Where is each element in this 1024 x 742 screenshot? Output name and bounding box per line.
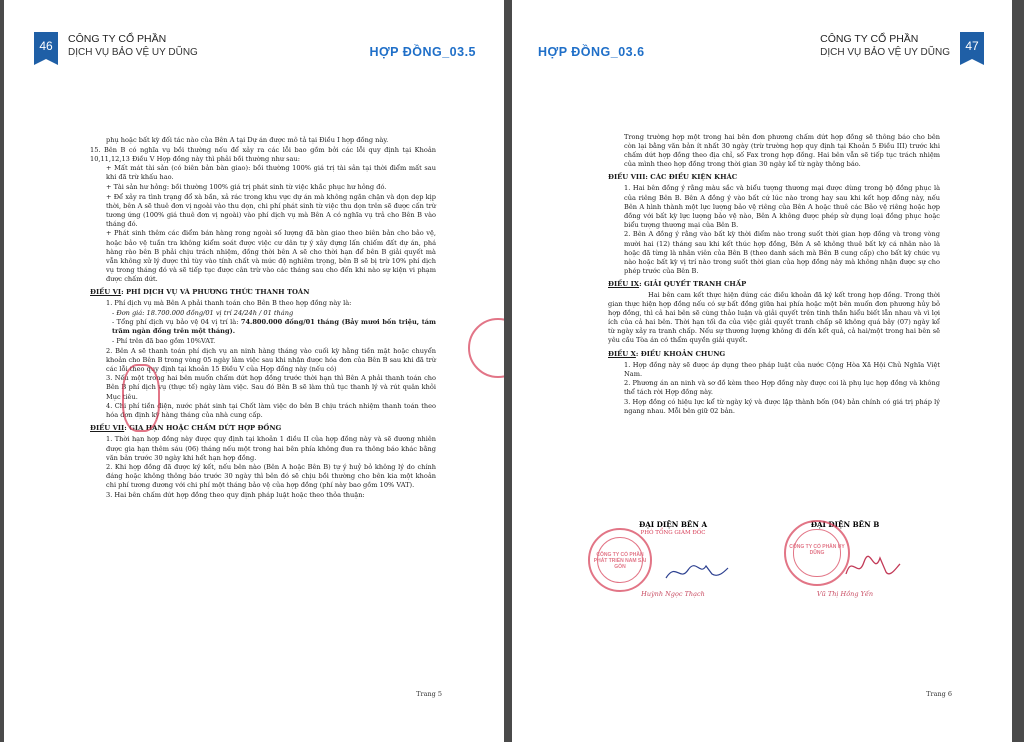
article-7-prefix: ĐIỀU VII: [90, 424, 125, 433]
article-9-prefix: ĐIỀU IX: [608, 279, 640, 288]
clause-6-3: 3. Nếu một trong hai bên muốn chấm dứt hợp đồng trước thời hạn thì Bên A phải thanh toán cho Bên B phí dịch vụ (thực tế) ngày làm việc. Sau đó Bên B sẽ làm thủ tục thanh lý và rút quân khỏi Mục tiêu.: [106, 374, 436, 401]
clause-7-2: 2. Khi hợp đồng đã được ký kết, nếu bên nào (Bên A hoặc Bên B) tự ý huỷ bỏ không lý do chính đáng hoặc không thông báo trước 30 ngày thì bên đó sẽ chịu bồi thường cho bên kia một khoản chi phí tương đương với chi phí một tháng bảo vệ của hợp đồng (phí này bao gồm 10% VAT).: [106, 463, 436, 490]
article-7-title: : GIA HẠN HOẶC CHẤM DỨT HỢP ĐỒNG: [124, 424, 282, 433]
paragraph: + Phát sinh thêm các điểm bán hàng rong ngoài số lượng đã bàn giao theo biên bản cho bảo vệ, hoặc bảo vệ tuần tra không kiểm soát được việc cư dân tự ý xây dựng lấn chiếm đất dự án, phá hàng rào bên B phải chịu trách nhiệm, đồng thời bên A sẽ cho thời hạn để bên B giải quyết mà vẫn không xử lý được thì tùy vào tính chất và mức độ nghiêm trọng, bên B sẽ bị trừ 10% phí dịch vụ trong tháng đó và sẽ tiếp tục được cân trừ vào các tháng sau cho đến khi nào sự kiện vi phạm được chấm dứt.: [106, 229, 436, 283]
clause-10-1: 1. Hợp đồng này sẽ được áp dụng theo pháp luật của nước Cộng Hòa Xã Hội Chủ Nghĩa Việt Nam.: [624, 360, 940, 378]
article-6-heading: [90, 288, 436, 297]
page-footer: Trang 5: [416, 690, 442, 698]
company-line-1: CÔNG TY CỔ PHẦN: [820, 33, 919, 45]
signatory-name-a: Huỳnh Ngọc Thạch: [641, 590, 705, 598]
article-9-heading: [608, 280, 940, 289]
article-10-prefix: ĐIỀU X: [608, 349, 636, 358]
right-page: [512, 0, 1012, 742]
contract-code: HỢP ĐỒNG_03.5: [369, 45, 476, 59]
clause-7-3: 3. Hai bên chấm dứt hợp đồng theo quy định pháp luật hoặc theo thỏa thuận:: [106, 490, 365, 499]
signatory-name-b: Vũ Thị Hồng Yến: [816, 590, 874, 598]
red-stamp-fragment: [468, 318, 504, 378]
clause-10-2: 2. Phương án an ninh và sơ đồ kèm theo Hợp đồng này được coi là phụ lục hợp đồng và không thể tách rời Hợp đồng này.: [624, 379, 940, 397]
article-9-title: : GIẢI QUYẾT TRANH CHẤP: [639, 279, 747, 288]
seal-text-a: CÔNG TY CỔ PHẦN PHÁT TRIỂN NAM SÀI GÒN: [593, 551, 647, 570]
article-10-heading: [608, 350, 940, 359]
company-line-2: DỊCH VỤ BẢO VỆ UY DŨNG: [820, 47, 950, 58]
seal-text-b: CÔNG TY CỔ PHẦN UY DŨNG: [789, 544, 845, 557]
clause-6-1b-amount: 74.800.000 đồng/01 tháng (Bảy mươi bốn triệu, tám trăm ngàn đồng trên một tháng).: [112, 318, 436, 336]
paragraph: Trong trường hợp một trong hai bên đơn phương chấm dứt hợp đồng sẽ thông báo cho bên còn lại bằng văn bản ít nhất 30 ngày (trừ trường hợp quy định tại Khoản 5 Điều III) trước khi chấm dứt hợp đồng theo địa chỉ, số Fax trong hợp đồng. Hai bên vẫn sẽ tiếp tục trách nhiệm của mình theo hợp đồng trong thời gian 30 ngày kể từ ngày thông báo.: [624, 133, 940, 169]
company-line-1: CÔNG TY CỔ PHẦN: [68, 33, 167, 45]
paragraph-15: 15. Bên B có nghĩa vụ bồi thường nếu để xảy ra các lỗi bao gồm bởi các lỗi quy định tại Khoản 10,11,12,13 Điều V Hợp đồng này thì phải bồi thường như sau:: [90, 145, 436, 163]
signature-role-a: PHÓ TỔNG GIÁM ĐỐC: [640, 530, 706, 536]
clause-6-1: 1. Phí dịch vụ mà Bên A phải thanh toán cho Bên B theo hợp đồng này là:: [106, 299, 352, 308]
company-name: [68, 33, 198, 59]
paragraph: + Để xảy ra tình trạng đổ xà bần, xả rác trong khu vực dự án mà không ngăn chặn và dọn dẹp kịp thời, bên A sẽ thuê đơn vị ngoài vào thu dọn, chi phí phát sinh từ việc thu dọn trên sẽ được cấn trừ tương ứng (100% giá thuê đơn vị ngoài) vào phí dịch vụ mà Bên A có nghĩa vụ trả cho Bên B vào tháng đó.: [106, 192, 436, 228]
page-number-badge: 47: [960, 32, 984, 64]
clause-6-1b: [90, 318, 436, 336]
signature-title-b: ĐẠI DIỆN BÊN B: [810, 520, 880, 529]
company-seal-a: [588, 528, 652, 592]
clause-10-3: 3. Hợp đồng có hiệu lực kể từ ngày ký và được lập thành bốn (04) bản chính có giá trị pháp lý ngang nhau. Mỗi bên giữ 02 bản.: [624, 398, 940, 416]
clause-6-2: 2. Bên A sẽ thanh toán phí dịch vụ an ninh hàng tháng vào cuối kỳ hằng tiền mặt hoặc chuyển khoản cho Bên B trong vòng 05 ngày làm việc sau khi nhận được hóa đơn của Bên B sau khi đã trừ các lỗi theo quy định tại khoản 15 Điều V của Hợp đồng này (nếu có): [106, 346, 437, 373]
clause-6-4: 4. Chi phí tiền điện, nước phát sinh tại Chốt làm việc do bên B chịu trách nhiệm thanh toán theo hóa đơn định kỳ hàng tháng của nhà cung cấp.: [106, 402, 436, 420]
clause-8-2: 2. Bên A đồng ý rằng vào bất kỳ thời điểm nào trong suốt thời gian hợp đồng và trong vòng mười hai (12) tháng sau khi kết thúc hợp đồng, Bên A sẽ không thuê bất kỳ cá nhân nào là hoặc đã từng là nhân viên của Bên B (theo danh sách mà Bên B cung cấp) cho bất kỳ chức vụ nào hoặc bất kỳ vị trí nào trong suốt thời gian của hợp đồng này mà không nhận được sự cho phép trước của Bên B.: [624, 230, 940, 275]
company-name: [820, 33, 950, 59]
clause-7-1: 1. Thời hạn hợp đồng này được quy định tại khoản 1 điều II của hợp đồng này và sẽ đương nhiên được gia hạn thêm sáu (06) tháng nếu một trong hai bên phía không đưa ra thông báo khác bằng văn bản trước 30 ngày khi hết hạn hợp đồng.: [106, 435, 436, 462]
page-header: [4, 0, 504, 70]
company-line-2: DỊCH VỤ BẢO VỆ UY DŨNG: [68, 47, 198, 58]
handwritten-signature-b: [842, 550, 902, 584]
left-page: [4, 0, 504, 742]
red-stamp-fragment: [122, 364, 160, 432]
paragraph: + Tài sản hư hỏng: bồi thường 100% giá trị phát sinh từ việc khắc phục hư hỏng đó.: [106, 182, 387, 191]
handwritten-signature-a: [662, 556, 732, 586]
paragraph: phụ hoặc bất kỳ đối tác nào của Bên A tại Dự án được mô tả tại Điều I hợp đồng này.: [106, 136, 389, 144]
clause-9-text: Hai bên cam kết thực hiện đúng các điều khoản đã ký kết trong hợp đồng. Trong thời gian thực hiện hợp đồng nếu có sự bất đồng giữa hai phía hoặc một bên muốn đơn phương hủy bỏ hợp đồng, thì cả hai bên sẽ cùng thảo luận và giải quyết trên tinh thần hiểu biết lẫn nhau và vì lợi ích của cả hai bên. Thời hạn tối đa của việc giải quyết tranh chấp sẽ không quá bảy (07) ngày kể từ ngày xảy ra tranh chấp. Nếu sự thương lượng không đi đến kết quả, cả hai/một trong hai bên sẽ yêu cầu Tòa án có thẩm quyền giải quyết.: [608, 291, 940, 345]
signature-title-a: ĐẠI DIỆN BÊN A: [638, 520, 708, 529]
contract-code: HỢP ĐỒNG_03.6: [538, 45, 645, 59]
clause-6-1c: - Phí trên đã bao gồm 10%VAT.: [112, 336, 216, 345]
article-10-title: : ĐIỀU KHOẢN CHUNG: [635, 349, 726, 358]
article-8-heading: ĐIỀU VIII: CÁC ĐIỀU KIỆN KHÁC: [608, 173, 738, 182]
clause-6-1b-text: - Tổng phí dịch vụ bảo vệ 04 vị trí là:: [112, 318, 241, 327]
document-body: [608, 133, 940, 417]
company-seal-b: [784, 520, 850, 586]
clause-6-1a: - Đơn giá: 18.700.000 đồng/01 vị trí 24/24h / 01 tháng: [112, 308, 294, 317]
article-6-prefix: ĐIỀU VI: [90, 288, 122, 296]
paragraph: + Mất mát tài sản (có biên bản bàn giao): bồi thường 100% giá trị tài sản tại thời điểm mất sau khi đã trừ khấu hao.: [106, 164, 436, 182]
document-body: [90, 136, 436, 501]
article-6-title: : PHÍ DỊCH VỤ VÀ PHƯƠNG THỨC THANH TOÁN: [121, 288, 310, 296]
page-footer: Trang 6: [926, 690, 952, 698]
clause-8-1: 1. Hai bên đồng ý rằng màu sắc và biểu tượng thương mại được dùng trong bộ đồng phục là của riêng Bên B. Bên A đồng ý vào bất cứ lúc nào trong hay sau khi kết hợp đồng này, nếu Bên A hình thành một lực lượng bảo vệ riêng của Bên A hoặc thuê các Bảo vệ riêng hoặc hợp đồng với bất kỳ lực lượng bảo vệ nào, Bên A không được phép sử dụng loại đồng phục hoặc biểu tượng thương mại của Bên B.: [624, 184, 940, 229]
page-header: [512, 0, 1012, 70]
page-number-badge: 46: [34, 32, 58, 64]
